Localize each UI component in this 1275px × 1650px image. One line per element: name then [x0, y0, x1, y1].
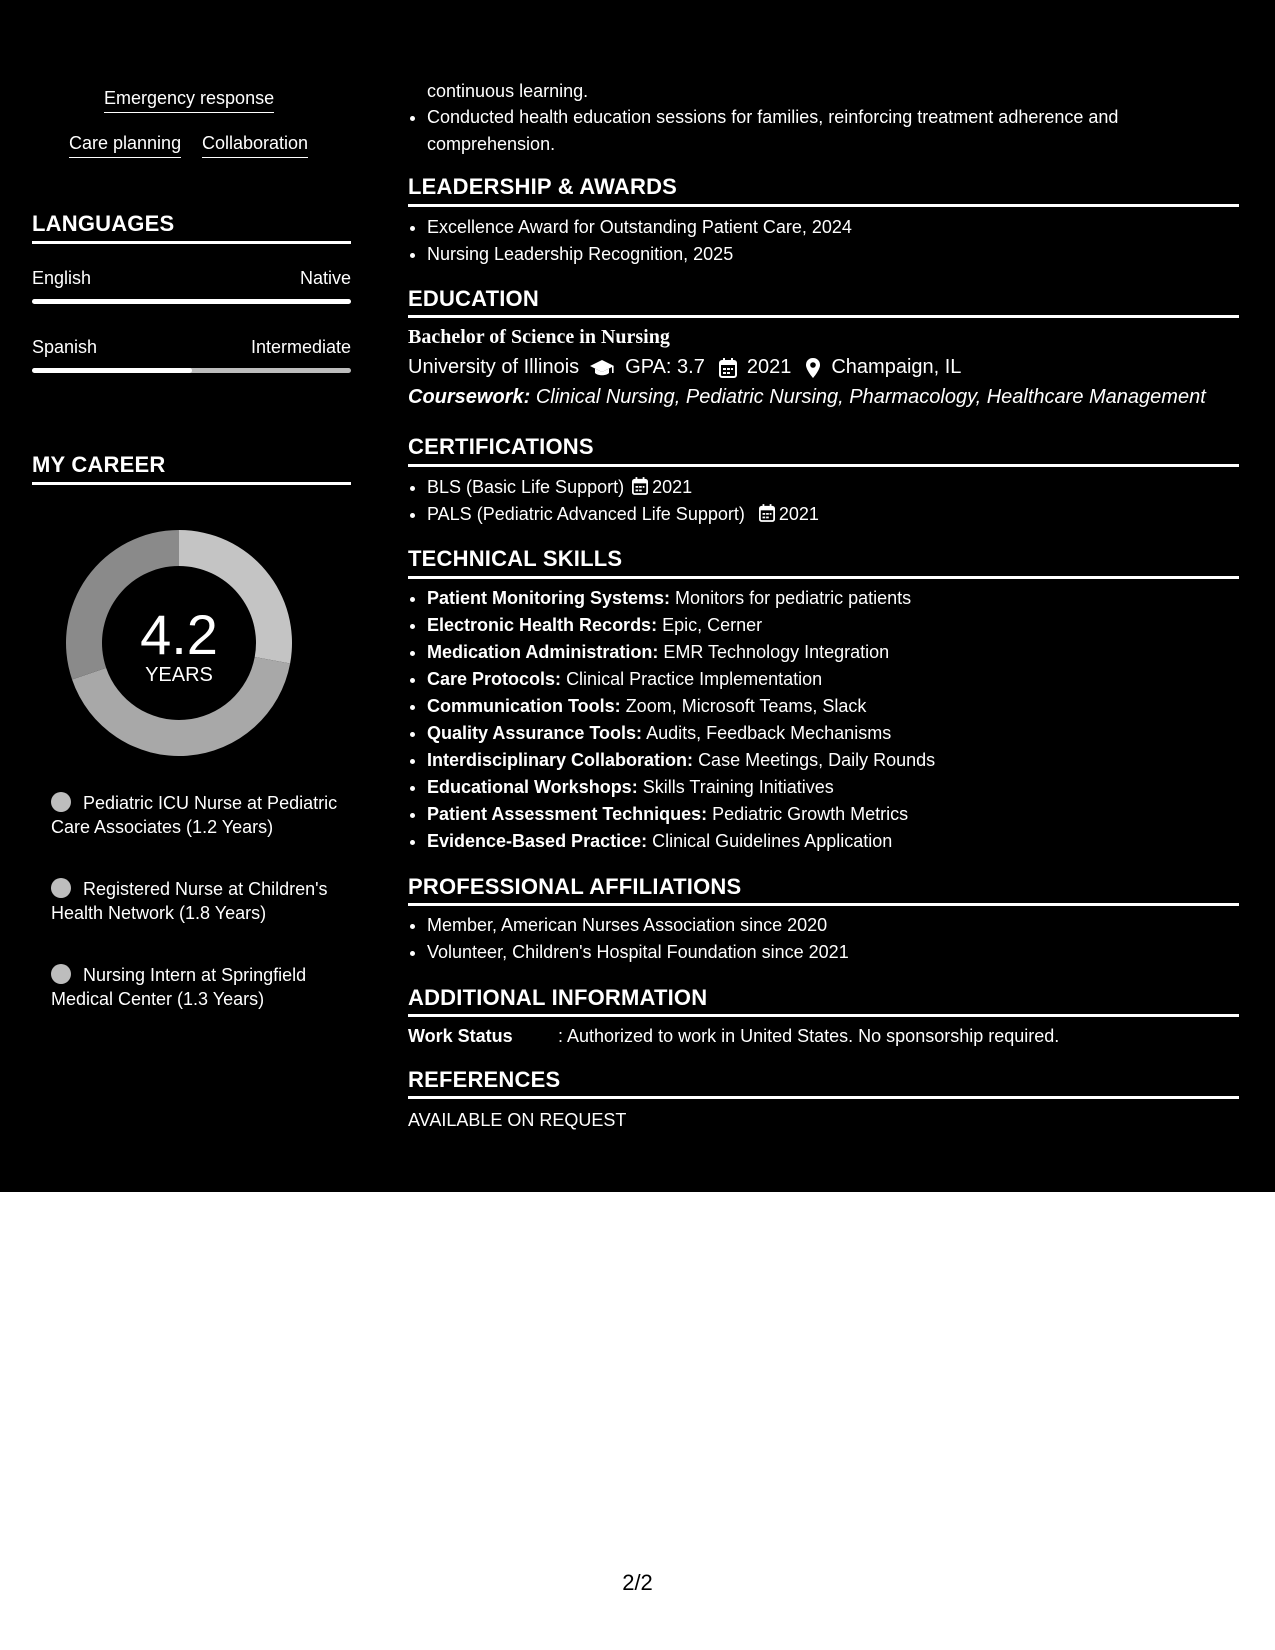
language-name: English — [32, 268, 92, 288]
section-rule — [408, 464, 1239, 467]
list-item — [427, 501, 1239, 528]
language-row — [32, 337, 351, 358]
skill-item — [427, 639, 1239, 666]
page-number: 2/2 — [622, 1570, 653, 1595]
affiliations-list — [408, 912, 1239, 966]
certification-name: BLS (Basic Life Support) — [427, 477, 625, 497]
skill-item — [427, 801, 1239, 828]
coursework-label: Coursework: — [408, 386, 531, 408]
certification-year: 2021 — [652, 477, 693, 497]
language-level: Native — [299, 268, 351, 288]
skill-label: Medication Administration: — [427, 642, 659, 662]
section-rule — [408, 903, 1239, 906]
language-bar-fill — [32, 368, 192, 373]
list-item: • Excellence Award for Outstanding Patient Care, 2024 — [427, 214, 1239, 241]
skill-item — [427, 828, 1239, 855]
language-name: Spanish — [32, 337, 98, 357]
skill-value: Case Meetings, Daily Rounds — [698, 750, 936, 770]
career-item: Nursing Intern at Springfield Medical Center (1.3 Years) — [51, 965, 307, 1009]
skill-item — [427, 720, 1239, 747]
technical-skills-list — [408, 585, 1239, 855]
skill-item — [427, 693, 1239, 720]
work-status-label: Work Status — [408, 1026, 513, 1046]
certification-year: 2021 — [778, 504, 819, 524]
education-location: Champaign, IL — [831, 356, 962, 378]
career-item: Registered Nurse at Children's Health Network (1.8 Years) — [51, 879, 328, 923]
skill-value: Monitors for pediatric patients — [675, 588, 912, 608]
skill-tag: Collaboration — [202, 133, 308, 158]
additional-info-title: ADDITIONAL INFORMATION — [408, 985, 708, 1010]
calendar-icon — [632, 477, 648, 495]
skill-value: Skills Training Initiatives — [642, 777, 834, 797]
graduation-year: 2021 — [746, 356, 792, 378]
certification-name: PALS (Pediatric Advanced Life Support) — [427, 504, 745, 524]
section-rule — [408, 1014, 1239, 1017]
section-rule — [32, 241, 351, 244]
bullet-dot-icon — [51, 878, 71, 898]
coursework — [408, 386, 1206, 409]
location-pin-icon — [805, 357, 821, 379]
skill-item — [427, 774, 1239, 801]
work-status — [408, 1026, 1059, 1047]
skill-value: Clinical Practice Implementation — [566, 669, 823, 689]
coursework-list: Clinical Nursing, Pediatric Nursing, Pharmacology, Healthcare Management — [535, 386, 1206, 408]
list-item: • Member, American Nurses Association since 2020 — [427, 912, 1239, 939]
skill-item — [427, 747, 1239, 774]
degree-name: Bachelor of Science in Nursing — [408, 326, 670, 348]
skill-value: Zoom, Microsoft Teams, Slack — [625, 696, 867, 716]
list-item: • Nursing Leadership Recognition, 2025 — [427, 241, 1239, 268]
school-name: University of Illinois — [408, 356, 580, 378]
skill-label: Educational Workshops: — [427, 777, 638, 797]
section-rule — [32, 482, 351, 485]
career-title: MY CAREER — [32, 452, 166, 477]
certifications-list — [408, 474, 1239, 528]
bullet-dot-icon — [51, 792, 71, 812]
list-item: • Volunteer, Children's Hospital Foundation since 2021 — [427, 939, 1239, 966]
calendar-icon — [719, 358, 737, 378]
references-title: REFERENCES — [408, 1067, 561, 1092]
education-title: EDUCATION — [408, 286, 539, 311]
career-unit: YEARS — [145, 664, 213, 686]
skill-label: Evidence-Based Practice: — [427, 831, 648, 851]
skill-item — [427, 585, 1239, 612]
skill-value: Pediatric Growth Metrics — [712, 804, 909, 824]
section-rule — [408, 576, 1239, 579]
skill-label: Electronic Health Records: — [427, 615, 658, 635]
skill-label: Patient Monitoring Systems: — [427, 588, 671, 608]
skill-value: Clinical Guidelines Application — [652, 831, 893, 851]
work-status-value: : Authorized to work in United States. No sponsorship required. — [558, 1026, 1060, 1046]
skill-label: Communication Tools: — [427, 696, 621, 716]
language-bar-fill — [32, 299, 351, 304]
section-rule — [408, 204, 1239, 207]
section-rule — [408, 1096, 1239, 1099]
bullet-dot-icon — [51, 964, 71, 984]
career-donut — [66, 530, 292, 756]
language-row — [32, 268, 351, 289]
affiliations-title: PROFESSIONAL AFFILIATIONS — [408, 874, 742, 899]
calendar-icon — [759, 504, 775, 522]
languages-title: LANGUAGES — [32, 211, 175, 236]
references-text: AVAILABLE ON REQUEST — [408, 1110, 627, 1130]
skill-label: Quality Assurance Tools: — [427, 723, 643, 743]
career-total: 4.2 — [140, 603, 218, 666]
skill-tag: Care planning — [69, 133, 181, 158]
skill-item — [427, 666, 1239, 693]
language-level: Intermediate — [250, 337, 351, 357]
awards-list — [408, 214, 1239, 268]
skill-label: Interdisciplinary Collaboration: — [427, 750, 694, 770]
graduation-cap-icon — [589, 358, 615, 378]
section-rule — [408, 315, 1239, 318]
experience-continued-text: continuous learning. — [427, 81, 589, 101]
skill-tag: Emergency response — [104, 88, 274, 113]
career-item: Pediatric ICU Nurse at Pediatric Care Associates (1.2 Years) — [51, 793, 338, 837]
gpa: GPA: 3.7 — [625, 356, 705, 378]
technical-skills-title: TECHNICAL SKILLS — [408, 546, 623, 571]
certifications-title: CERTIFICATIONS — [408, 434, 594, 459]
language-bar — [32, 368, 351, 373]
list-item — [427, 474, 1239, 501]
skill-label: Care Protocols: — [427, 669, 562, 689]
list-item: • Conducted health education sessions for families, reinforcing treatment adherence and comprehension. — [427, 104, 1239, 158]
language-bar — [32, 299, 351, 304]
skill-value: Audits, Feedback Mechanisms — [646, 723, 892, 743]
education-meta — [408, 356, 961, 379]
skill-item — [427, 612, 1239, 639]
skill-label: Patient Assessment Techniques: — [427, 804, 708, 824]
awards-title: LEADERSHIP & AWARDS — [408, 174, 678, 199]
skill-value: Epic, Cerner — [662, 615, 763, 635]
skill-value: EMR Technology Integration — [663, 642, 890, 662]
experience-bullets — [408, 104, 1239, 158]
